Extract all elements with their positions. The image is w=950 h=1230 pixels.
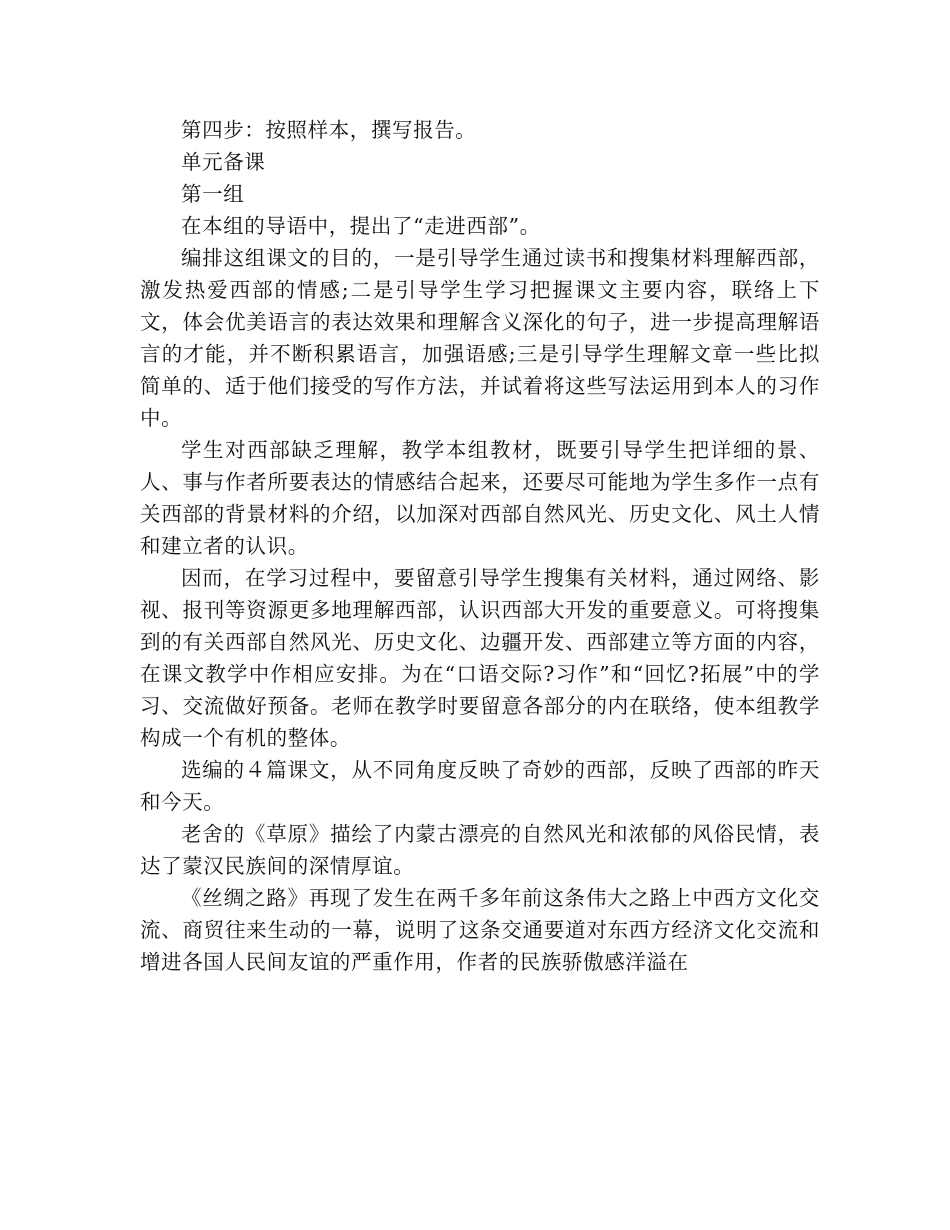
paragraph-process: 因而，在学习过程中，要留意引导学生搜集有关材料，通过网络、影视、报刊等资源更多地理解西部，认识西部大开发的重要意义。可将搜集到的有关西部自然风光、历史文化、边疆开发、西部建立等方面的内容，在课文教学中作相应安排。为在“口语交际?习作”和“回忆?拓展”中的学习、交流做好预备。老师在教学时要留意各部分的内在联络，使本组教学构成一个有机的整体。 bbox=[140, 566, 820, 750]
paragraph-step-four: 第四步：按照样本，撰写报告。 bbox=[181, 118, 477, 142]
document-page bbox=[140, 114, 820, 978]
paragraph-group-title: 第一组 bbox=[181, 182, 245, 206]
paragraph-understanding: 学生对西部缺乏理解，教学本组教材，既要引导学生把详细的景、人、事与作者所要表达的情感结合起来，还要尽可能地为学生多作一点有关西部的背景材料的介绍，以加深对西部自然风光、历史文化、风土人情和建立者的认识。 bbox=[140, 438, 820, 558]
paragraph-grassland: 老舍的《草原》描绘了内蒙古漂亮的自然风光和浓郁的风俗民情，表达了蒙汉民族间的深情厚谊。 bbox=[140, 822, 820, 878]
paragraph-purpose: 编排这组课文的目的，一是引导学生通过读书和搜集材料理解西部，激发热爱西部的情感;二是引导学生学习把握课文主要内容，联络上下文，体会优美语言的表达效果和理解含义深化的句子，进一步提高理解语言的才能，并不断积累语言，加强语感;三是引导学生理解文章一些比拟简单的、适于他们接受的写作方法，并试着将这些写法运用到本人的习作中。 bbox=[140, 246, 820, 430]
paragraph-unit-title: 单元备课 bbox=[181, 150, 266, 174]
paragraph-intro: 在本组的导语中，提出了“走进西部”。 bbox=[181, 214, 541, 238]
paragraph-selection: 选编的４篇课文，从不同角度反映了奇妙的西部，反映了西部的昨天和今天。 bbox=[140, 758, 820, 814]
paragraph-silk-road: 《丝绸之路》再现了发生在两千多年前这条伟大之路上中西方文化交流、商贸往来生动的一幕，说明了这条交通要道对东西方经济文化交流和增进各国人民间友谊的严重作用，作者的民族骄傲感洋溢在 bbox=[140, 886, 820, 974]
